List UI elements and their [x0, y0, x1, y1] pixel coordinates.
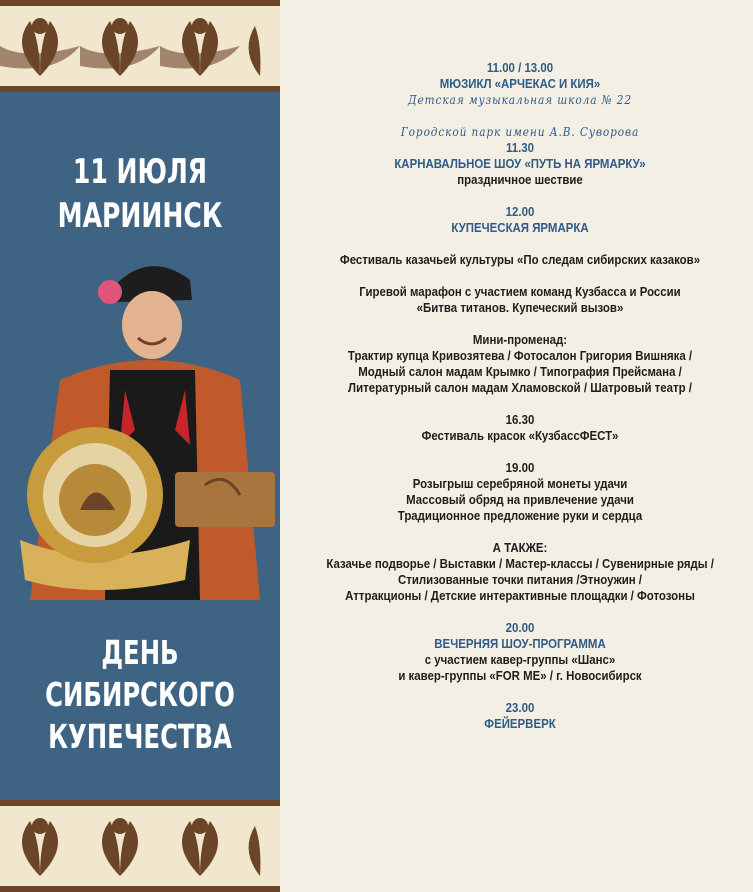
- item-text: Модный салон мадам Крымко / Типография Прейсмана /: [358, 364, 682, 379]
- item-heading: А ТАКЖЕ:: [492, 540, 548, 555]
- schedule-item: [300, 284, 740, 316]
- schedule-item: [300, 252, 740, 268]
- item-title: КУПЕЧЕСКАЯ ЯРМАРКА: [451, 220, 589, 235]
- festival-title: [25, 632, 255, 758]
- item-text: Гиревой марафон с участием команд Кузбасса и России: [359, 284, 681, 299]
- item-venue: Детская музыкальная школа № 22: [408, 93, 632, 107]
- poster-panel: [0, 0, 280, 888]
- item-text: Традиционное предложение руки и сердца: [397, 508, 643, 523]
- date-line: 11 ИЮЛЯ: [72, 152, 208, 192]
- item-time: 20.00: [505, 620, 535, 635]
- schedule: [300, 60, 740, 748]
- item-text: Стилизованные точки питания /Этноужин /: [398, 572, 642, 587]
- title-line: ДЕНЬ: [101, 633, 179, 672]
- title-line: СИБИРСКОГО: [45, 675, 235, 714]
- item-text: Аттракционы / Детские интерактивные площадки / Фотозоны: [345, 588, 695, 603]
- item-text: Мини-променад:: [472, 332, 568, 347]
- schedule-item: [300, 620, 740, 684]
- item-text: Фестиваль казачьей культуры «По следам сибирских казаков»: [339, 252, 701, 267]
- schedule-item: [300, 460, 740, 524]
- item-text: Трактир купца Кривозятева / Фотосалон Григория Вишняка /: [347, 348, 693, 363]
- ornament-bottom: [0, 800, 280, 892]
- palmette-ornament-icon: [0, 806, 280, 886]
- item-title: МЮЗИКЛ «АРЧЕКАС И КИЯ»: [439, 76, 601, 91]
- schedule-item: [300, 332, 740, 396]
- item-text: и кавер-группы «FOR ME» / г. Новосибирск: [398, 668, 642, 683]
- item-text: праздничное шествие: [457, 172, 583, 187]
- item-text: с участием кавер-группы «Шанс»: [424, 652, 616, 667]
- item-text: Розыгрыш серебряной монеты удачи: [412, 476, 628, 491]
- item-text: «Битва титанов. Купеческий вызов»: [416, 300, 624, 315]
- schedule-item: [300, 204, 740, 236]
- schedule-item: [300, 412, 740, 444]
- event-date: [25, 150, 255, 238]
- item-text: Казачье подворье / Выставки / Мастер-классы / Сувенирные ряды /: [326, 556, 714, 571]
- item-time: 23.00: [505, 700, 535, 715]
- item-time: 11.00 / 13.00: [486, 60, 554, 75]
- item-text: Фестиваль красок «КузбассФЕСТ»: [421, 428, 619, 443]
- ornament-top: [0, 0, 280, 92]
- palmette-ornament-icon: [0, 6, 280, 86]
- item-text: Массовый обряд на привлечение удачи: [406, 492, 634, 507]
- city-line: МАРИИНСК: [57, 196, 223, 236]
- item-title: ВЕЧЕРНЯЯ ШОУ-ПРОГРАММА: [434, 636, 606, 651]
- schedule-item: [300, 60, 740, 108]
- schedule-item: [300, 700, 740, 732]
- schedule-item: [300, 540, 740, 604]
- item-time: 12.00: [505, 204, 535, 219]
- schedule-item: [300, 124, 740, 188]
- item-time: 16.30: [505, 412, 535, 427]
- item-title: КАРНАВАЛЬНОЕ ШОУ «ПУТЬ НА ЯРМАРКУ»: [394, 156, 646, 171]
- title-line: КУПЕЧЕСТВА: [48, 717, 232, 756]
- item-venue: Городской парк имени А.В. Суворова: [400, 125, 640, 139]
- item-text: Литературный салон мадам Хламовской / Шатровый театр /: [348, 380, 692, 395]
- item-time: 11.30: [505, 140, 534, 155]
- costumed-boy-illustration: [0, 240, 280, 600]
- item-time: 19.00: [505, 460, 535, 475]
- item-title: ФЕЙЕРВЕРК: [484, 716, 556, 731]
